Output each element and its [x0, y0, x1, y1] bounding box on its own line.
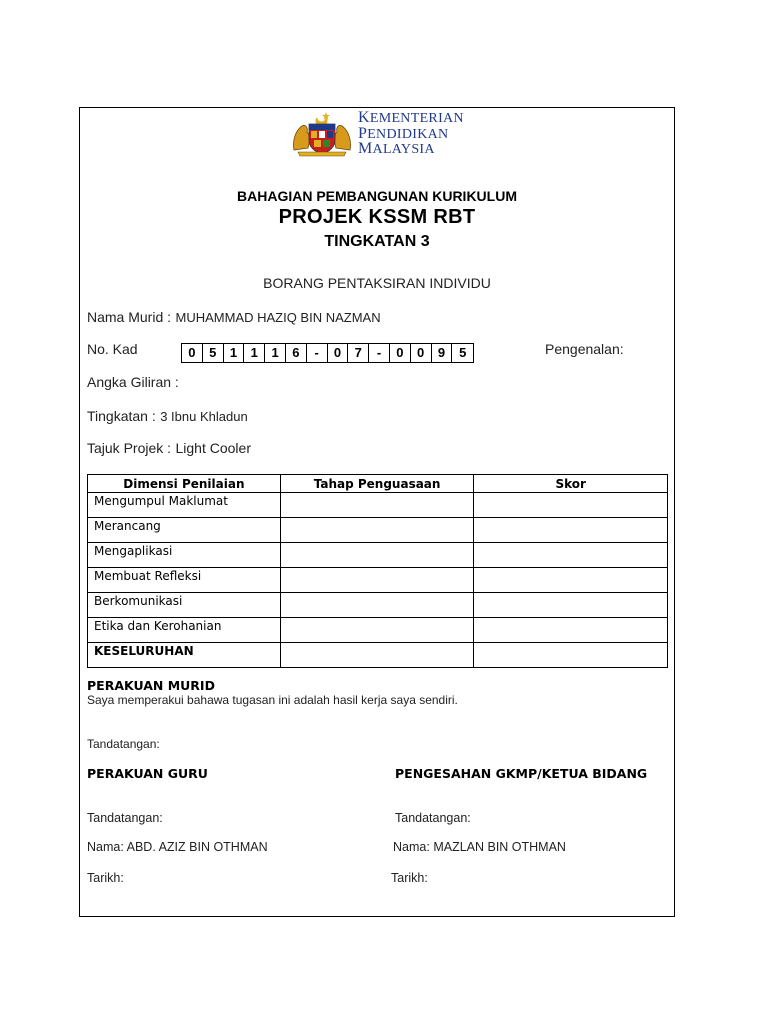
id-digit-cell: 0 — [390, 344, 411, 362]
class-label: Tingkatan : — [87, 408, 156, 424]
division-title: BAHAGIAN PEMBANGUNAN KURIKULUM — [237, 188, 517, 204]
id-card-label: No. Kad — [87, 341, 138, 357]
teacher-name-value: ABD. AZIZ BIN OTHMAN — [126, 840, 268, 854]
approval-heading: PENGESAHAN GKMP/KETUA BIDANG — [395, 766, 648, 781]
dimension-cell: Merancang — [88, 518, 281, 543]
table-row-total — [88, 643, 668, 668]
id-digit-cell: - — [307, 344, 328, 362]
assessment-table — [87, 474, 668, 668]
level-cell[interactable] — [280, 543, 474, 568]
table-row — [88, 593, 668, 618]
project-label: Tajuk Projek : — [87, 440, 172, 456]
approval-name-row — [393, 840, 566, 854]
score-cell[interactable] — [474, 593, 668, 618]
student-declaration-text: Saya memperakui bahawa tugasan ini adalah hasil kerja saya sendiri. — [87, 693, 458, 707]
student-name-value: MUHAMMAD HAZIQ BIN NAZMAN — [175, 310, 381, 325]
approval-signature-label: Tandatangan: — [395, 811, 471, 825]
level-cell[interactable] — [280, 568, 474, 593]
id-digit-cell: 0 — [328, 344, 349, 362]
teacher-declaration-heading: PERAKUAN GURU — [87, 766, 208, 781]
id-digit-cell: 9 — [432, 344, 453, 362]
dimension-cell: Mengaplikasi — [88, 543, 281, 568]
table-row — [88, 543, 668, 568]
coat-of-arms-logo — [290, 110, 354, 158]
dimension-cell: Mengumpul Maklumat — [88, 493, 281, 518]
class-value: 3 Ibnu Khladun — [160, 409, 248, 424]
id-card-suffix-label: Pengenalan: — [545, 341, 624, 357]
level-cell[interactable] — [280, 518, 474, 543]
teacher-signature-label: Tandatangan: — [87, 811, 163, 825]
approval-name-value: MAZLAN BIN OTHMAN — [433, 840, 566, 854]
teacher-name-row — [87, 840, 268, 854]
approval-name-label: Nama: — [393, 840, 430, 854]
level-title: TINGKATAN 3 — [324, 233, 430, 250]
id-digit-cell: 6 — [286, 344, 307, 362]
id-digit-cell: 1 — [244, 344, 265, 362]
score-cell[interactable] — [474, 568, 668, 593]
score-cell[interactable] — [474, 493, 668, 518]
student-signature-label: Tandatangan: — [87, 737, 160, 751]
score-cell[interactable] — [474, 618, 668, 643]
table-row — [88, 568, 668, 593]
table-header-row — [88, 475, 668, 493]
id-digit-cell: 0 — [411, 344, 432, 362]
dimension-cell: Membuat Refleksi — [88, 568, 281, 593]
score-cell[interactable] — [474, 518, 668, 543]
form-title: BORANG PENTAKSIRAN INDIVIDU — [263, 275, 491, 291]
id-digit-cell: 1 — [224, 344, 245, 362]
class-row — [87, 408, 248, 426]
level-cell[interactable] — [280, 593, 474, 618]
score-cell[interactable] — [474, 543, 668, 568]
dimension-cell: KESELURUHAN — [88, 643, 281, 668]
teacher-name-label: Nama: — [87, 840, 124, 854]
project-row — [87, 440, 251, 458]
roll-number-label: Angka Giliran : — [87, 374, 179, 390]
ministry-logo-text: KEMENTERIAN PENDIDIKAN MALAYSIA — [358, 109, 464, 157]
teacher-date-label: Tarikh: — [87, 871, 124, 885]
student-name-label: Nama Murid : — [87, 309, 172, 325]
id-card-number-boxes — [181, 343, 474, 363]
id-digit-cell: 5 — [459, 345, 467, 360]
id-digit-cell: 7 — [348, 344, 369, 362]
score-cell[interactable] — [474, 643, 668, 668]
id-digit-cell: 5 — [203, 344, 224, 362]
level-cell[interactable] — [280, 618, 474, 643]
project-value: Light Cooler — [175, 440, 251, 456]
column-header: Tahap Penguasaan — [280, 475, 474, 493]
column-header: Dimensi Penilaian — [88, 475, 281, 493]
id-digit-cell: 0 — [182, 344, 203, 362]
table-row — [88, 493, 668, 518]
student-declaration-heading: PERAKUAN MURID — [87, 678, 215, 693]
table-row — [88, 518, 668, 543]
dimension-cell: Berkomunikasi — [88, 593, 281, 618]
id-digit-cell: 1 — [265, 344, 286, 362]
student-name-row — [87, 309, 381, 327]
id-digit-cell: - — [369, 344, 390, 362]
level-cell[interactable] — [280, 493, 474, 518]
column-header: Skor — [474, 475, 668, 493]
dimension-cell: Etika dan Kerohanian — [88, 618, 281, 643]
approval-date-label: Tarikh: — [391, 871, 428, 885]
table-row — [88, 618, 668, 643]
project-title: PROJEK KSSM RBT — [278, 206, 476, 228]
level-cell[interactable] — [280, 643, 474, 668]
